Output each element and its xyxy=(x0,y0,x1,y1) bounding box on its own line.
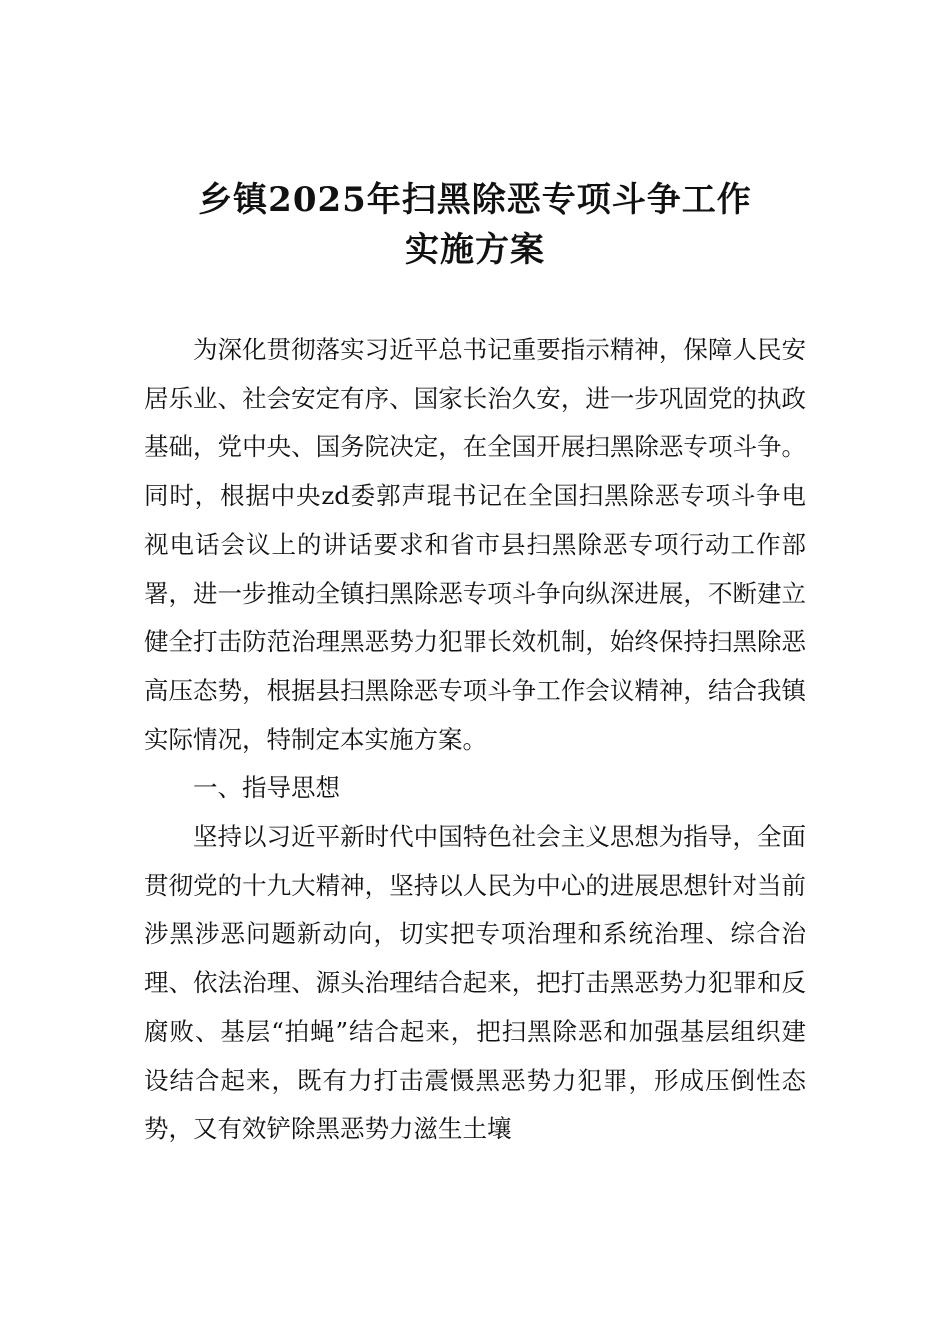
section-heading: 一、指导思想 xyxy=(193,773,340,803)
document-body xyxy=(144,326,806,1154)
document-title-line-2: 实施方案 xyxy=(405,230,545,270)
document-title-line-1: 乡镇2025年扫黑除恶专项斗争工作 xyxy=(198,180,752,220)
body-paragraph: 坚持以习近平新时代中国特色社会主义思想为指导，全面贯彻党的十九大精神，坚持以人民为中心的进展思想针对当前涉黑涉恶问题新动向，切实把专项治理和系统治理、综合治理、依法治理、源头治理结合起来，把打击黑恶势力犯罪和反腐败、基层“拍蝇”结合起来，把扫黑除恶和加强基层组织建设结合起来，既有力打击震慑黑恶势力犯罪，形成压倒性态势，又有效铲除黑恶势力滋生土壤 xyxy=(144,822,806,1144)
intro-paragraph: 为深化贯彻落实习近平总书记重要指示精神，保障人民安居乐业、社会安定有序、国家长治久安，进一步巩固党的执政基础，党中央、国务院决定，在全国开展扫黑除恶专项斗争。同时，根据中央zd委郭声琨书记在全国扫黑除恶专项斗争电视电话会议上的讲话要求和省市县扫黑除恶专项行动工作部署，进一步推动全镇扫黑除恶专项斗争向纵深进展，不断建立健全打击防范治理黑恶势力犯罪长效机制，始终保持扫黑除恶高压态势，根据县扫黑除恶专项斗争工作会议精神，结合我镇实际情况，特制定本实施方案。 xyxy=(144,335,806,754)
